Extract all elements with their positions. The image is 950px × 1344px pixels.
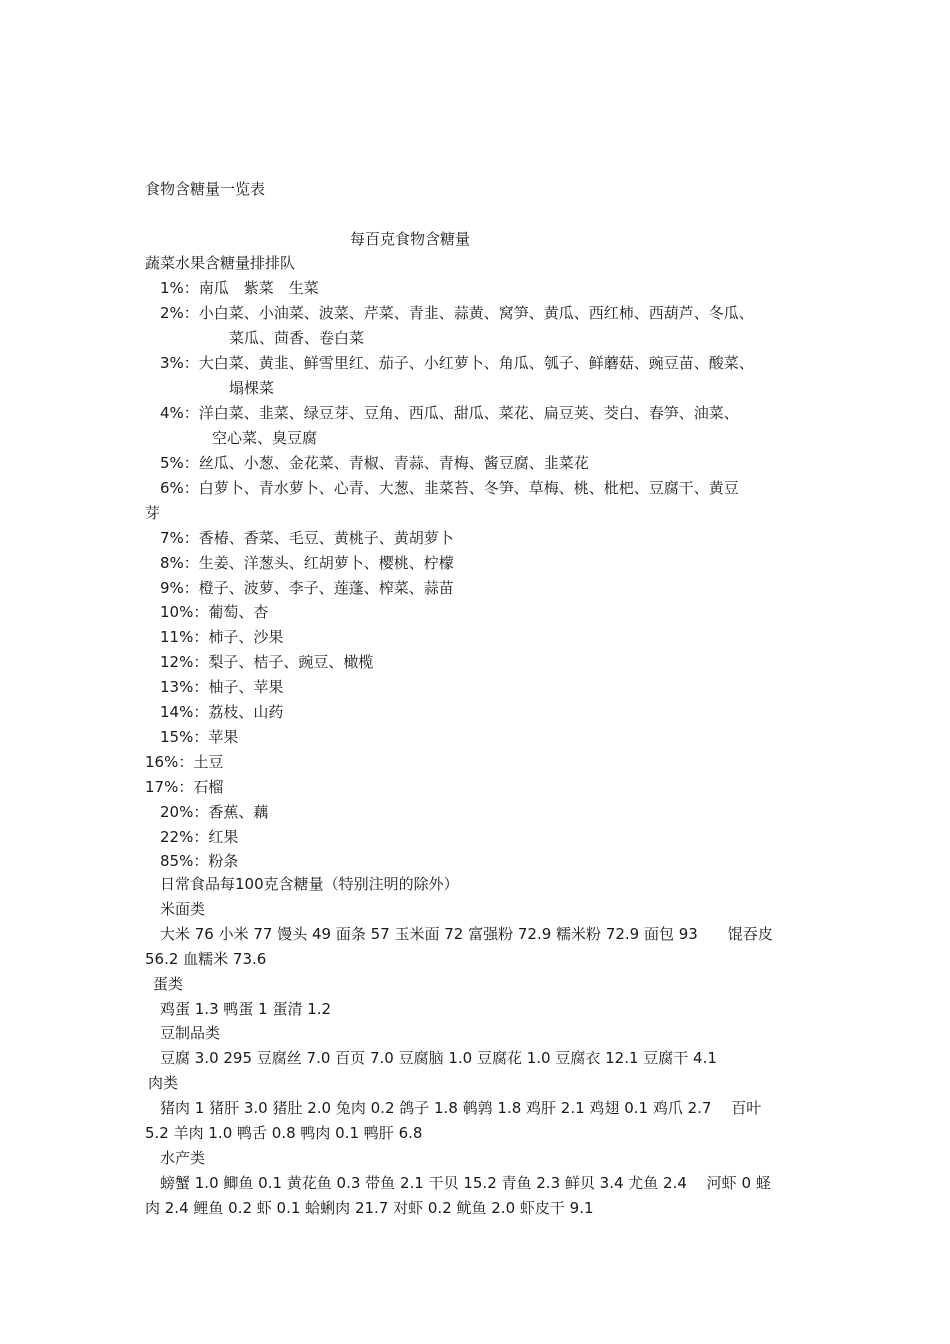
- grain-line-1: 大米 76 小米 77 馒头 49 面条 57 玉米面 72 富强粉 72.9 糯米粉 72.9 面包 93 馄吞皮: [160, 925, 773, 943]
- sugar-row-continuation: 塌棵菜: [229, 379, 275, 397]
- sugar-row-continuation: 空心菜、臭豆腐: [212, 429, 318, 447]
- sugar-row-line: 3%：大白菜、黄韭、鲜雪里红、茄子、小红萝卜、角瓜、瓠子、鲜蘑菇、豌豆苗、酸菜、: [160, 354, 754, 372]
- sugar-row-line: 4%：洋白菜、韭菜、绿豆芽、豆角、西瓜、甜瓜、菜花、扁豆荚、茭白、春笋、油菜、: [160, 404, 739, 422]
- center-title-text: 每百克食物含糖量: [349, 230, 470, 248]
- seafood-line-2: 肉 2.4 鲤鱼 0.2 虾 0.1 蛤蜊肉 21.7 对虾 0.2 鱿鱼 2.0 虾皮干 9.1: [145, 1199, 594, 1217]
- sugar-row-line: 9%：橙子、波萝、李子、莲蓬、榨菜、蒜苗: [160, 579, 454, 597]
- sugar-row-line: 1%：南瓜 紫菜 生菜: [160, 279, 319, 297]
- document-title: 食物含糖量一览表: [145, 180, 266, 198]
- sugar-row-line: 13%：柚子、苹果: [160, 678, 284, 696]
- sugar-row-line: 2%：小白菜、小油菜、波菜、芹菜、青韭、蒜黄、窝笋、黄瓜、西红柿、西葫芦、冬瓜、: [160, 304, 754, 322]
- sugar-row-line: 12%：梨子、桔子、豌豆、橄榄: [160, 653, 374, 671]
- center-title: [0, 228, 950, 249]
- sugar-row-line: 15%：苹果: [160, 728, 239, 746]
- sugar-row-line: 16%：土豆: [145, 753, 224, 771]
- sugar-row-line: 8%：生姜、洋葱头、红胡萝卜、樱桃、柠檬: [160, 554, 454, 572]
- seafood-category-title: 水产类: [160, 1149, 206, 1167]
- bean-category-title: 豆制品类: [160, 1024, 221, 1042]
- sugar-row-line: 10%：葡萄、杏: [160, 603, 269, 621]
- sugar-row-continuation: 芽: [145, 504, 161, 522]
- grain-line-2: 56.2 血糯米 73.6: [145, 950, 267, 968]
- bean-line: 豆腐 3.0 295 豆腐丝 7.0 百页 7.0 豆腐脑 1.0 豆腐花 1.0 豆腐衣 12.1 豆腐干 4.1: [160, 1049, 717, 1067]
- sugar-row-line: 5%：丝瓜、小葱、金花菜、青椒、青蒜、青梅、酱豆腐、韭菜花: [160, 454, 589, 472]
- egg-category-title: 蛋类: [153, 975, 184, 993]
- meat-line-1: 猪肉 1 猪肝 3.0 猪肚 2.0 兔肉 0.2 鸽子 1.8 鹌鹑 1.8 鸡肝 2.1 鸡翅 0.1 鸡爪 2.7 百叶: [160, 1099, 762, 1117]
- section-title: 蔬菜水果含糖量排排队: [145, 254, 296, 272]
- daily-food-title: 日常食品每100克含糖量（特别注明的除外）: [160, 875, 459, 893]
- sugar-row-line: 22%：红果: [160, 828, 239, 846]
- sugar-row-line: 14%：荔枝、山药: [160, 703, 284, 721]
- sugar-row-line: 11%：柿子、沙果: [160, 628, 284, 646]
- seafood-line-1: 螃蟹 1.0 鲫鱼 0.1 黄花鱼 0.3 带鱼 2.1 干贝 15.2 青鱼 2.3 鲜贝 3.4 尤鱼 2.4 河虾 0 蛏: [160, 1174, 771, 1192]
- sugar-row-continuation: 菜瓜、茴香、卷白菜: [229, 329, 365, 347]
- sugar-row-line: 20%：香蕉、藕: [160, 803, 269, 821]
- sugar-row-line: 6%：白萝卜、青水萝卜、心青、大葱、韭菜苔、冬笋、草梅、桃、枇杷、豆腐干、黄豆: [160, 479, 739, 497]
- meat-line-2: 5.2 羊肉 1.0 鸭舌 0.8 鸭肉 0.1 鸭肝 6.8: [145, 1124, 423, 1142]
- sugar-row-line: 7%：香椿、香菜、毛豆、黄桃子、黄胡萝卜: [160, 529, 454, 547]
- egg-line: 鸡蛋 1.3 鸭蛋 1 蛋清 1.2: [160, 1000, 332, 1018]
- sugar-row-line: 17%：石榴: [145, 778, 224, 796]
- grain-category-title: 米面类: [160, 900, 206, 918]
- meat-category-title: 肉类: [148, 1074, 179, 1092]
- sugar-row-line: 85%：粉条: [160, 852, 239, 870]
